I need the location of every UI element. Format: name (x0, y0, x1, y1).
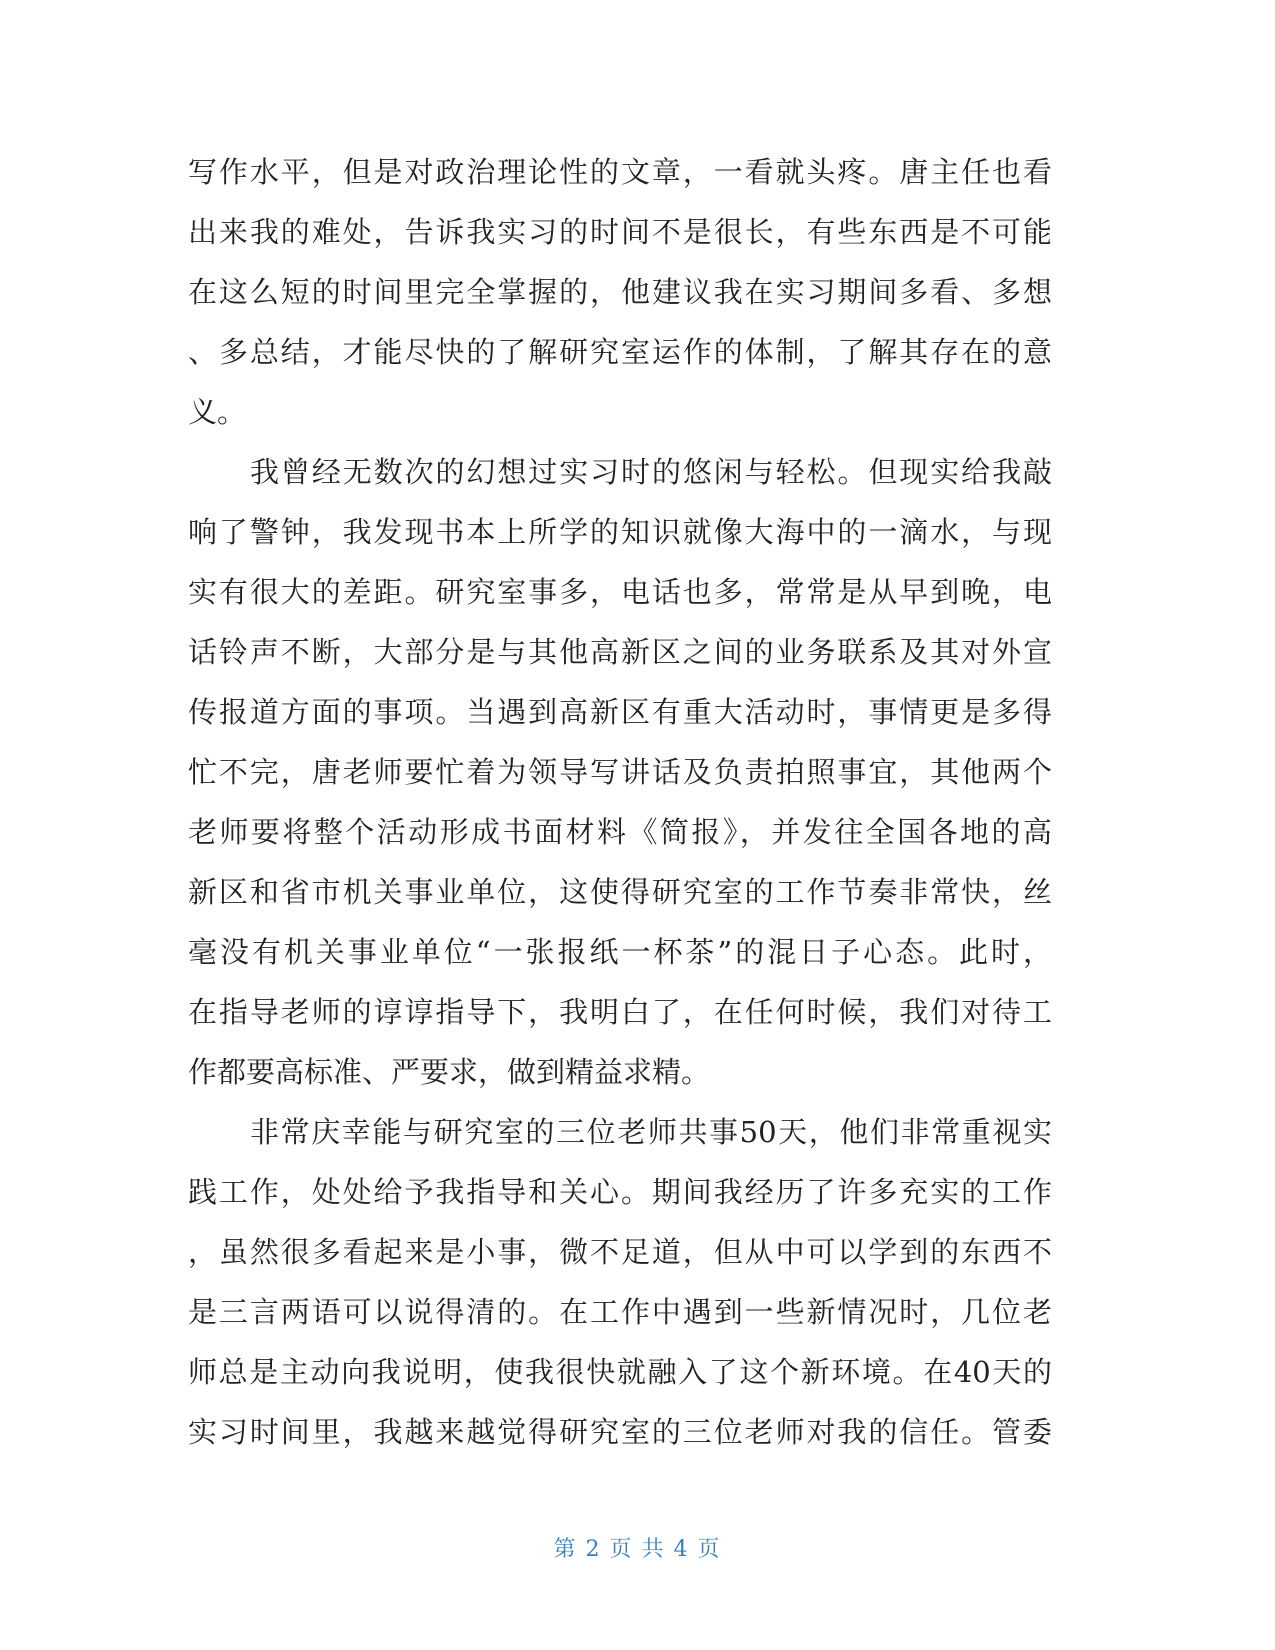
body-line: 传报道方面的事项。当遇到高新区有重大活动时，事情更是多得 (188, 695, 1052, 729)
footer-total-label: 页 (697, 1537, 722, 1562)
body-line: ，虽然很多看起来是小事，微不足道，但从中可以学到的东西不 (188, 1235, 1052, 1269)
body-line: 实有很大的差距。研究室事多，电话也多，常常是从早到晚，电 (188, 575, 1052, 609)
body-line: 践工作，处处给予我指导和关心。期间我经历了许多充实的工作 (188, 1175, 1052, 1209)
footer-current-page: 2 (585, 1537, 602, 1562)
body-line: 写作水平，但是对政治理论性的文章，一看就头疼。唐主任也看 (188, 155, 1052, 189)
body-line: 作都要高标准、严要求，做到精益求精。 (188, 1055, 711, 1089)
body-line: 、多总结，才能尽快的了解研究室运作的体制，了解其存在的意 (188, 335, 1052, 369)
body-line: 在这么短的时间里完全掌握的，他建议我在实习期间多看、多想 (188, 275, 1052, 309)
body-line: 新区和省市机关事业单位，这使得研究室的工作节奏非常快，丝 (188, 875, 1052, 909)
body-line: 忙不完，唐老师要忙着为领导写讲话及负责拍照事宜，其他两个 (188, 755, 1052, 789)
body-line: 话铃声不断，大部分是与其他高新区之间的业务联系及其对外宣 (188, 635, 1052, 669)
page-footer (0, 1532, 1275, 1563)
footer-prefix: 第 (553, 1537, 578, 1562)
body-line: 出来我的难处，告诉我实习的时间不是很长，有些东西是不可能 (188, 215, 1052, 249)
body-line: 老师要将整个活动形成书面材料《简报》，并发往全国各地的高 (188, 815, 1052, 849)
body-line: 我曾经无数次的幻想过实习时的悠闲与轻松。但现实给我敲 (250, 455, 1052, 489)
body-line: 响了警钟，我发现书本上所学的知识就像大海中的一滴水，与现 (188, 515, 1052, 549)
body-line: 毫没有机关事业单位“一张报纸一杯茶”的混日子心态。此时， (188, 935, 1052, 969)
footer-total-pages: 4 (673, 1537, 690, 1562)
body-line: 非常庆幸能与研究室的三位老师共事50天，他们非常重视实 (250, 1115, 1052, 1149)
footer-total-prefix: 共 (641, 1537, 666, 1562)
body-line: 在指导老师的谆谆指导下，我明白了，在任何时候，我们对待工 (188, 995, 1052, 1029)
body-line: 实习时间里，我越来越觉得研究室的三位老师对我的信任。管委 (188, 1415, 1052, 1449)
footer-page-label: 页 (609, 1537, 634, 1562)
body-line: 义。 (188, 395, 247, 429)
body-line: 师总是主动向我说明，使我很快就融入了这个新环境。在40天的 (188, 1355, 1052, 1389)
document-body (188, 142, 1052, 1462)
body-line: 是三言两语可以说得清的。在工作中遇到一些新情况时，几位老 (188, 1295, 1052, 1329)
